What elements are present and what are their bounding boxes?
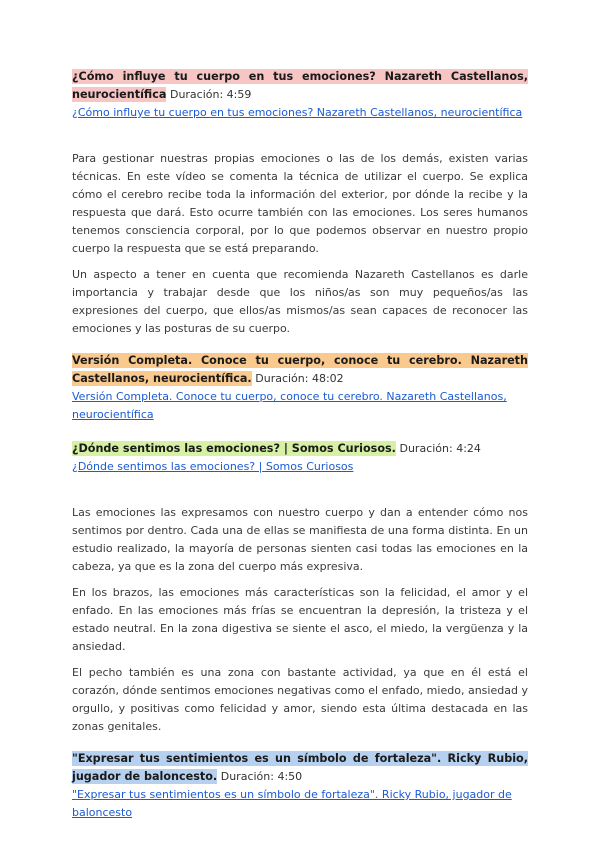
body-paragraph: El pecho también es una zona con bastante actividad, ya que en él está el corazón, dónde sentimos emociones negativas como el enfado, miedo, ansiedad y orgullo, y positivas como felicidad y amor, siendo esta última destacada en las zonas genitales. xyxy=(72,666,528,733)
body-paragraph: Un aspecto a tener en cuenta que recomienda Nazareth Castellanos es darle importancia y trabajar desde que los niños/as son muy pequeños/as las expresiones del cuerpo, que ellos/as mismos/as sean capaces de reconocer las emociones y las posturas de su cuerpo. xyxy=(72,268,528,335)
video-title-line xyxy=(72,68,528,104)
video-entry xyxy=(72,68,528,122)
body-paragraph: Para gestionar nuestras propias emociones o las de los demás, existen varias técnicas. En este vídeo se comenta la técnica de utilizar el cuerpo. Se explica cómo el cerebro recibe toda la información del exterior, por dónde la recibe y la respuesta que dará. Esto ocurre también con las emociones. Los seres humanos tenemos consciencia corporal, por lo que podemos observar en nuestro propio cuerpo la respuesta que se está preparando. xyxy=(72,152,528,255)
video-title: ¿Dónde sentimos las emociones? | Somos Curiosos. xyxy=(72,442,396,455)
video-title-line xyxy=(72,440,528,458)
video-entry xyxy=(72,750,528,822)
video-duration: Duración: 48:02 xyxy=(255,372,344,385)
video-duration: Duración: 4:59 xyxy=(169,88,252,101)
video-link[interactable]: ¿Cómo influye tu cuerpo en tus emociones? Nazareth Castellanos, neurocientífica xyxy=(72,106,523,119)
video-entry xyxy=(72,352,528,424)
body-paragraph: Las emociones las expresamos con nuestro cuerpo y dan a entender cómo nos sentimos por dentro. Cada una de ellas se manifiesta de una forma distinta. En un estudio realizado, la mayoría de personas sienten casi todas las emociones en la cabeza, ya que es la zona del cuerpo más expresiva. xyxy=(72,506,528,573)
video-entry xyxy=(72,440,528,476)
video-link[interactable]: "Expresar tus sentimientos es un símbolo de fortaleza". Ricky Rubio, jugador de baloncesto xyxy=(72,788,512,819)
body-paragraph: En los brazos, las emociones más características son la felicidad, el amor y el enfado. En las emociones más frías se encuentran la depresión, la tristeza y el estado neutral. En la zona digestiva se siente el asco, el miedo, la vergüenza y la ansiedad. xyxy=(72,586,528,653)
video-title-line xyxy=(72,750,528,786)
video-link[interactable]: ¿Dónde sentimos las emociones? | Somos Curiosos xyxy=(72,460,354,473)
video-duration: Duración: 4:24 xyxy=(399,442,481,455)
video-link[interactable]: Versión Completa. Conoce tu cuerpo, conoce tu cerebro. Nazareth Castellanos, neurocientífica xyxy=(72,390,507,421)
video-title: Versión Completa. Conoce tu cuerpo, conoce tu cerebro. Nazareth Castellanos, neurocientífica. xyxy=(72,354,528,385)
video-title: "Expresar tus sentimientos es un símbolo de fortaleza". Ricky Rubio, jugador de baloncesto. xyxy=(72,752,528,783)
video-duration: Duración: 4:50 xyxy=(220,770,303,783)
video-title-line xyxy=(72,352,528,388)
video-title: ¿Cómo influye tu cuerpo en tus emociones? Nazareth Castellanos, neurocientífica xyxy=(72,70,528,101)
document-content xyxy=(72,68,528,838)
